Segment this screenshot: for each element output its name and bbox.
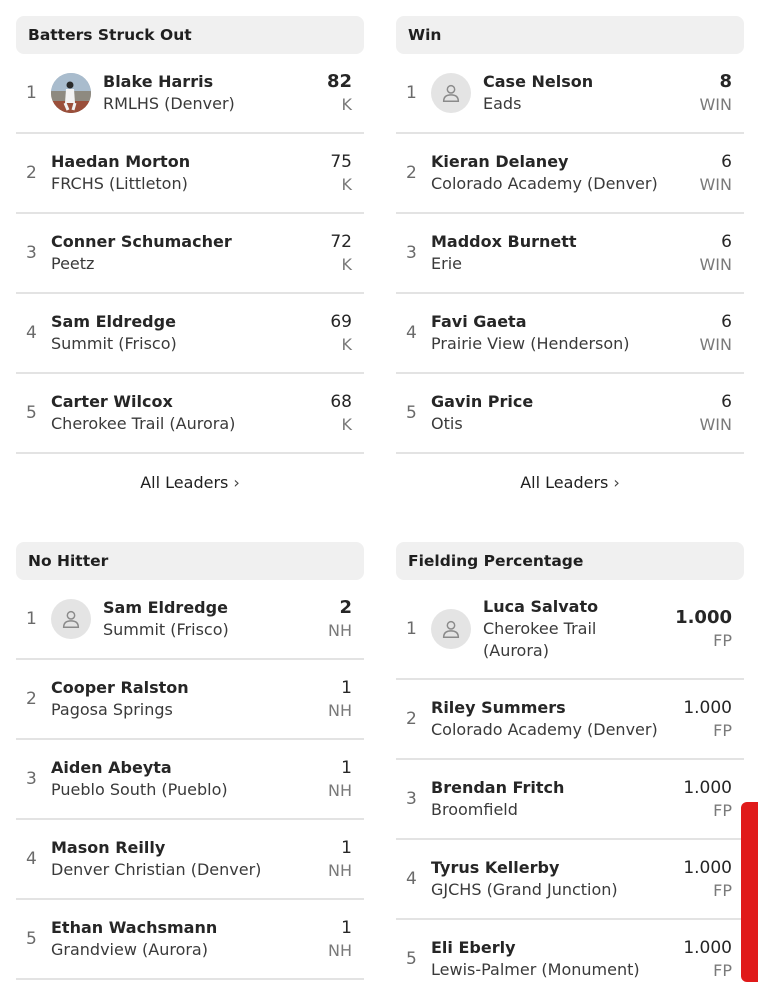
player-team: Grandview (Aurora) — [51, 940, 208, 959]
all-leaders-link[interactable] — [396, 454, 744, 510]
leader-row[interactable] — [16, 580, 364, 660]
player-name[interactable]: Conner Schumacher — [51, 232, 232, 251]
player-name[interactable]: Brendan Fritch — [431, 778, 565, 797]
leader-row[interactable] — [396, 580, 744, 680]
fielding-card — [396, 542, 744, 982]
player-team: GJCHS (Grand Junction) — [431, 880, 618, 899]
rank: 3 — [26, 769, 37, 789]
rank: 3 — [406, 243, 417, 263]
rank: 2 — [26, 163, 37, 183]
player-name[interactable]: Mason Reilly — [51, 838, 166, 857]
leader-row[interactable] — [396, 294, 744, 374]
leader-row[interactable] — [396, 680, 744, 760]
chevron-right-icon: › — [233, 472, 240, 492]
rank: 5 — [26, 403, 37, 423]
chevron-right-icon: › — [613, 472, 620, 492]
stat-unit: K — [341, 415, 352, 434]
stat-unit: K — [341, 95, 352, 114]
stat-unit: NH — [328, 781, 352, 800]
stat-value: 2 — [339, 597, 352, 618]
stat-unit: NH — [328, 701, 352, 720]
feedback-tab[interactable] — [741, 802, 758, 982]
player-name[interactable]: Tyrus Kellerby — [431, 858, 560, 877]
leader-row[interactable] — [396, 760, 744, 840]
stat-value: 1.000 — [683, 938, 732, 958]
stat-unit: FP — [713, 801, 732, 820]
person-icon — [431, 73, 471, 113]
player-team: Colorado Academy (Denver) — [431, 720, 658, 739]
leader-row[interactable] — [16, 214, 364, 294]
rank: 4 — [406, 869, 417, 889]
leader-row[interactable] — [396, 840, 744, 920]
player-team: Prairie View (Henderson) — [431, 334, 630, 353]
stat-value: 6 — [721, 232, 732, 252]
rank: 5 — [406, 403, 417, 423]
player-team: Broomfield — [431, 800, 518, 819]
stat-unit: K — [341, 175, 352, 194]
stat-unit: NH — [328, 861, 352, 880]
player-name[interactable]: Favi Gaeta — [431, 312, 527, 331]
stat-value: 1 — [341, 758, 352, 778]
stat-value: 75 — [330, 152, 352, 172]
leader-row[interactable] — [16, 294, 364, 374]
player-name[interactable]: Gavin Price — [431, 392, 534, 411]
rank: 4 — [26, 323, 37, 343]
stat-value: 1.000 — [683, 778, 732, 798]
stat-unit: WIN — [699, 175, 732, 194]
player-team: Peetz — [51, 254, 95, 273]
leader-row[interactable] — [16, 820, 364, 900]
leader-row[interactable] — [16, 660, 364, 740]
leader-row[interactable] — [396, 214, 744, 294]
stat-value: 1 — [341, 838, 352, 858]
player-name[interactable]: Eli Eberly — [431, 938, 516, 957]
rank: 1 — [26, 83, 37, 103]
player-name[interactable]: Riley Summers — [431, 698, 566, 717]
leader-row[interactable] — [16, 134, 364, 214]
stat-unit: WIN — [699, 415, 732, 434]
player-name[interactable]: Aiden Abeyta — [51, 758, 172, 777]
player-team: Summit (Frisco) — [51, 334, 177, 353]
player-name[interactable]: Case Nelson — [483, 72, 594, 91]
all-leaders-label: All Leaders — [140, 472, 229, 492]
leader-row[interactable] — [16, 54, 364, 134]
player-name[interactable]: Carter Wilcox — [51, 392, 173, 411]
all-leaders-label: All Leaders — [520, 472, 609, 492]
player-team: Summit (Frisco) — [103, 620, 229, 639]
rank: 1 — [406, 83, 417, 103]
rank: 3 — [406, 789, 417, 809]
player-photo[interactable] — [51, 73, 91, 113]
stat-unit: NH — [328, 621, 352, 640]
player-team: Pagosa Springs — [51, 700, 173, 719]
player-team: RMLHS (Denver) — [103, 94, 235, 113]
leader-row[interactable] — [396, 54, 744, 134]
stat-value: 6 — [721, 392, 732, 412]
rank: 4 — [26, 849, 37, 869]
player-team: Denver Christian (Denver) — [51, 860, 262, 879]
stat-unit: FP — [713, 881, 732, 900]
card-title: Win — [396, 16, 744, 54]
stat-value: 1.000 — [675, 607, 732, 628]
stat-value: 1.000 — [683, 698, 732, 718]
rank: 3 — [26, 243, 37, 263]
stat-unit: K — [341, 255, 352, 274]
stat-unit: K — [341, 335, 352, 354]
rank: 4 — [406, 323, 417, 343]
player-team: Cherokee Trail (Aurora) — [51, 414, 236, 433]
all-leaders-link[interactable] — [16, 454, 364, 510]
player-team: Eads — [483, 94, 522, 113]
card-title: Batters Struck Out — [16, 16, 364, 54]
stat-value: 1 — [341, 678, 352, 698]
player-team: Colorado Academy (Denver) — [431, 174, 658, 193]
player-team: FRCHS (Littleton) — [51, 174, 188, 193]
leader-row[interactable] — [396, 374, 744, 454]
player-name[interactable]: Sam Eldredge — [103, 598, 228, 617]
stat-value: 6 — [721, 312, 732, 332]
rank: 5 — [406, 949, 417, 969]
stat-unit: WIN — [699, 335, 732, 354]
stat-unit: FP — [713, 631, 732, 650]
stat-unit: WIN — [699, 255, 732, 274]
player-team: Cherokee Trail (Aurora) — [483, 619, 597, 660]
nohitter-card — [16, 542, 364, 980]
player-name[interactable]: Sam Eldredge — [51, 312, 176, 331]
leader-row[interactable] — [396, 134, 744, 214]
player-name[interactable]: Cooper Ralston — [51, 678, 189, 697]
person-icon — [431, 609, 471, 649]
stat-value: 82 — [326, 71, 352, 92]
leader-row[interactable] — [16, 374, 364, 454]
player-name[interactable]: Luca Salvato — [483, 597, 599, 616]
stat-value: 68 — [330, 392, 352, 412]
stat-unit: NH — [328, 941, 352, 960]
leader-row[interactable] — [16, 740, 364, 820]
player-name[interactable]: Haedan Morton — [51, 152, 191, 171]
card-title: Fielding Percentage — [396, 542, 744, 580]
rank: 1 — [406, 619, 417, 639]
rank: 5 — [26, 929, 37, 949]
stat-value: 72 — [330, 232, 352, 252]
stat-value: 1.000 — [683, 858, 732, 878]
player-team: Lewis-Palmer (Monument) — [431, 960, 640, 979]
player-name[interactable]: Ethan Wachsmann — [51, 918, 218, 937]
card-title: No Hitter — [16, 542, 364, 580]
person-icon — [51, 599, 91, 639]
stat-value: 1 — [341, 918, 352, 938]
player-team: Erie — [431, 254, 462, 273]
stat-unit: WIN — [699, 95, 732, 114]
rank: 2 — [406, 709, 417, 729]
player-name[interactable]: Kieran Delaney — [431, 152, 569, 171]
stat-value: 6 — [721, 152, 732, 172]
rank: 2 — [406, 163, 417, 183]
stat-value: 8 — [719, 71, 732, 92]
stat-unit: FP — [713, 721, 732, 740]
player-name[interactable]: Blake Harris — [103, 72, 214, 91]
wins-card — [396, 16, 744, 510]
player-team: Pueblo South (Pueblo) — [51, 780, 228, 799]
leader-row[interactable] — [16, 900, 364, 980]
rank: 1 — [26, 609, 37, 629]
rank: 2 — [26, 689, 37, 709]
leader-row[interactable] — [396, 920, 744, 982]
stat-unit: FP — [713, 961, 732, 980]
strikeouts-card — [16, 16, 364, 510]
stat-value: 69 — [330, 312, 352, 332]
player-team: Otis — [431, 414, 463, 433]
player-name[interactable]: Maddox Burnett — [431, 232, 577, 251]
